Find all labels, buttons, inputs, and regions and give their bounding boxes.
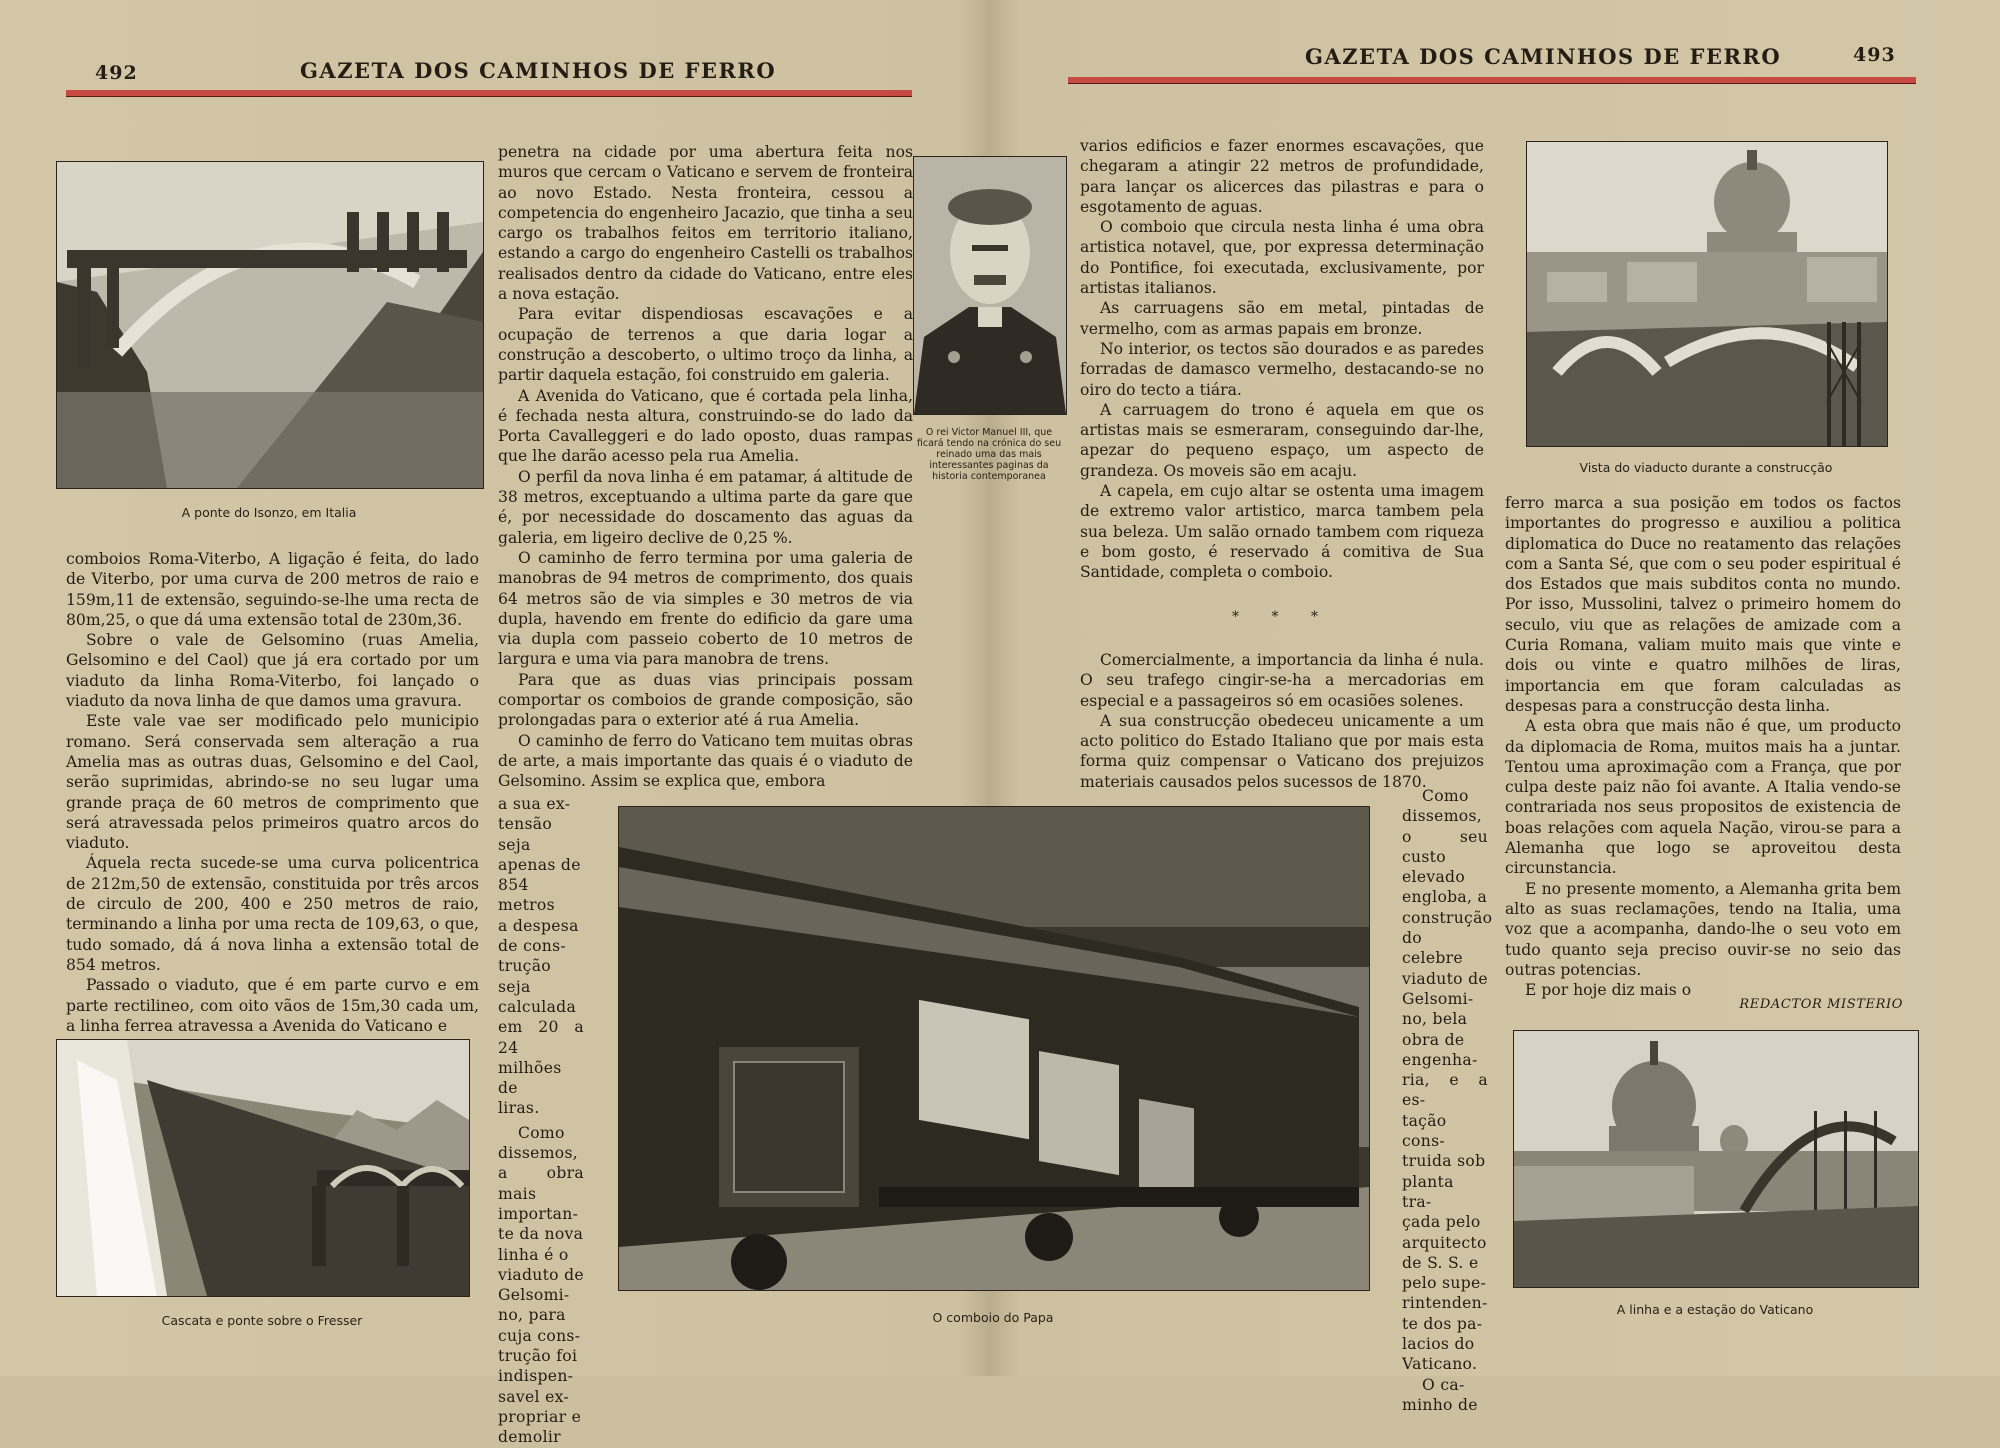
col2-paragraph: O caminho de ferro do Vaticano tem muitas obras de arte, a mais importante das quais é o viaduto de Gelsomino. Assim se explica que, embora [498,731,913,791]
section-stars: * * * [1232,609,1332,625]
narrow-line: importan- [498,1204,579,1223]
col2-paragraph: penetra na cidade por uma abertura feita nos muros que cercam o Vaticano e servem de fronteira ao novo Estado. Nesta fronteira, cessou a competencia do engenheiro Jacazio, que tinha a seu cargo os trabalhos feitos em territorio italiano, estando a cargo do engenheiro Castelli os trabalhos realisados dentro da cidade do Vaticano, entre eles a nova estação. [498,143,913,304]
narrow-line: savel ex- [498,1387,569,1406]
narrow-line: apenas de [498,855,581,874]
narrow-line: dissemos, [498,1144,579,1163]
column-2-narrow [498,794,584,1448]
caption-fresser: Cascata e ponte sobre o Fresser [161,1313,363,1328]
narrow-line: de S. S. e [1402,1253,1479,1272]
narrow-line: Gelsomi- [1402,989,1474,1008]
col2-paragraph: O perfil da nova linha é em patamar, á altitude de 38 metros, exceptuando a ultima parte da gare que é, por necessidade do doscamento das aguas da galeria, em ligeiro declive de 0,25 %. [498,467,913,547]
photo-viaduct-construction [1526,141,1888,447]
narrow-line: lacios do [1402,1335,1475,1354]
caption-isonzo: A ponte do Isonzo, em Italia [181,505,357,520]
column-3 [1080,136,1484,583]
narrow-line: elevado [1402,868,1466,887]
col1-paragraph: Passado o viaduto, que é em parte curvo e em parte rectilineo, com oito vãos de 15m,30 cada um, a linha ferrea atravessa a Avenida do Vaticano e [66,976,479,1035]
narrow-line: a despesa [498,916,579,935]
narrow-line: linha é o [498,1245,569,1264]
column-4 [1505,493,1901,1000]
col1-paragraph: comboios Roma-Viterbo, A ligação é feita, do lado de Viterbo, por uma curva de 200 metros de raio e 159m,11 de extensão, seguindo-se-lhe uma recta de 80m,25, o que dá uma extensão total de 230m,36. [66,550,479,629]
col2-paragraph: Para evitar dispendiosas escavações e a ocupação de terrenos a que daria logar a construção a descoberto, o ultimo troço da linha, a partir daquela estação, foi construido em galeria. [498,305,913,385]
column-1 [66,549,479,1036]
narrow-line: dissemos, [1402,807,1483,826]
author-signature: REDACTOR MISTERIO [1739,997,1903,1012]
narrow-line: calculada [498,997,577,1016]
narrow-line: 854 metros [498,876,555,915]
running-head-right: GAZETA DOS CAMINHOS DE FERRO [1305,44,1782,69]
narrow-line: cuja cons- [498,1326,581,1345]
column-2 [498,142,913,792]
narrow-line: indispen- [498,1367,574,1386]
col3b-paragraph: A sua construcção obedeceu unicamente a um acto politico do Estado Italiano que por mais esta forma quiz compensar o Vaticano dos prejuizos materiais causados pelos sucessos de 1870. [1080,711,1484,791]
narrow-line: em 20 a 24 [498,1018,584,1057]
narrow-line: rintenden- [1402,1294,1488,1313]
page-number-left: 492 [95,62,138,84]
narrow-line: a sua ex- [498,795,571,813]
caption-papal-train: O comboio do Papa [932,1310,1054,1325]
photo-papal-train [618,806,1370,1291]
col4-paragraph: ferro marca a sua posição em todos os factos importantes do progresso e auxiliou a politica diplomatica do Duce no reatamento das relações com a Santa Sé, que com o seu poder espiritual é dos Estados que mais subditos conta no mundo. Por isso, Mussolini, talvez o primeiro homem do seculo, viu que as relações de amizade com a Curia Romana, valiam muito mais que vinte e dois ou vinte e quatro milhões de liras, importancia em que foram calculadas as despesas para a construcção desta linha. [1505,494,1901,715]
narrow-line: pelo supe- [1402,1274,1487,1293]
narrow-line: liras. [498,1099,540,1118]
caption-king: O rei Victor Manuel III, que ficará tendo na crónica do seu reinado uma das mais interessantes paginas da historia contemporanea [916,427,1062,482]
narrow-line: Como [1422,787,1469,805]
narrow-line: truida sob [1402,1152,1486,1171]
photo-king-portrait [913,156,1067,415]
narrow-line: trução seja [498,957,551,996]
narrow-line: demolir [498,1428,561,1447]
col1-paragraph: Áquela recta sucede-se uma curva policentrica de 212m,50 de extensão, constituida por três arcos de circulo de 200, 400 e 250 metros de raio, terminando a linha por uma recta de 109,63, o que, tudo somado, dá á nova linha a extensão total de 854 metros. [66,854,479,974]
narrow-line: de cons- [498,937,567,956]
col4-paragraph: E no presente momento, a Alemanha grita bem alto as suas reclamações, tendo na Italia, uma voz que a acompanha, dando-lhe o seu voto em tudo quanto seja preciso ouvir-se no seio das outras potencias. [1505,879,1901,979]
col3-paragraph: A capela, em cujo altar se ostenta uma imagem de extremo valor artistico, marca tambem pela sua beleza. Um salão ornado tambem com riqueza e bom gosto, é reservado á comitiva de Sua Santidade, completa o comboio. [1080,482,1484,582]
narrow-line: viaduto de [1402,969,1488,988]
col3-paragraph: A carruagem do trono é aquela em que os artistas mais se esmeraram, conseguindo dar-lhe, apezar do pequeno espaço, um aspecto de grandeza. Os moveis são em acaju. [1080,400,1484,480]
narrow-line: no, bela [1402,1010,1468,1029]
narrow-line: engenha- [1402,1050,1478,1069]
narrow-line: no, para [498,1306,566,1325]
narrow-line: çada pelo [1402,1213,1481,1232]
narrow-line: te da nova [498,1225,584,1244]
col1-paragraph: Este vale vae ser modificado pelo municipio romano. Será conservada sem alteração a rua Amelia mas as outras duas, Gelsomino e del Caol, serão suprimidas, abrindo-se no seu lugar uma grande praça de 60 metros de comprimento que será atravessada pelos primeiros quatro arcos do viaduto. [66,712,479,853]
narrow-line: trução foi [498,1347,578,1366]
running-head-left: GAZETA DOS CAMINHOS DE FERRO [300,58,777,83]
col3b-paragraph: Comercialmente, a importancia da linha é nula. O seu trafego cingir-se-ha a mercadorias em especial e a passageiros só em ocasiões solenes. [1080,651,1484,710]
header-rule-left [66,90,912,97]
photo-vatican-station [1513,1030,1919,1288]
narrow-line: O ca- [1422,1375,1465,1394]
narrow-line: te dos pa- [1402,1314,1483,1333]
col3-paragraph: varios edificios e fazer enormes escavações, que chegaram a atingir 22 metros de profundidade, para lançar os alicerces das pilastras e para o esgotamento de aguas. [1080,137,1484,216]
narrow-line: viaduto de [498,1265,584,1284]
narrow-line: tação cons- [1402,1111,1447,1151]
col2-paragraph: A Avenida do Vaticano, que é cortada pela linha, é fechada nesta altura, construindo-se do lado da Porta Cavalleggeri e do lado oposto, duas rampas que lhe darão acesso pela rua Amelia. [498,386,913,466]
narrow-line: planta tra- [1402,1172,1454,1211]
column-3b [1080,650,1484,792]
header-rule-right [1068,77,1916,84]
narrow-line: arquitecto [1402,1233,1487,1252]
col4-paragraph: A esta obra que mais não é que, um producto da diplomacia de Roma, muitos mais ha a juntar. Tentou uma aproximação com a França, que por culpa deste paiz não foi avante. A Italia vendo-se contrariada nos seus propositos de existencia de boas relações com aquela Nação, virou-se para a Alemanha que logo se aproveitou desta circunstancia. [1505,717,1901,878]
narrow-line: Gelsomi- [498,1286,570,1305]
narrow-line: engloba, a [1402,888,1488,907]
narrow-line: a obra mais [498,1164,584,1203]
column-3-narrow [1402,786,1493,1415]
col4-paragraph: E por hoje diz mais o [1525,981,1692,1000]
narrow-line: tensão seja [498,815,553,854]
narrow-line: Vaticano. [1402,1355,1478,1374]
photo-fresser-waterfall [56,1039,470,1297]
narrow-line: Como [518,1123,565,1142]
col2-paragraph: Para que as duas vias principais possam comportar os comboios de grande composição, são prolongadas para o exterior até á rua Amelia. [498,670,913,730]
caption-vatican-station: A linha e a estação do Vaticano [1616,1302,1814,1317]
narrow-line: minho de [1402,1395,1478,1414]
narrow-line: construção [1402,908,1493,927]
narrow-line: propriar e [498,1407,582,1426]
page-number-right: 493 [1853,44,1896,66]
col2-paragraph: O caminho de ferro termina por uma galeria de manobras de 94 metros de comprimento, dos quais 64 metros são de via simples e 30 metros de via dupla, havendo em frente do edificio da gare uma via dupla com passeio coberto de 10 metros de largura e uma via para manobra de trens. [498,548,913,669]
narrow-line: do celebre [1402,929,1463,968]
col1-paragraph: Sobre o vale de Gelsomino (ruas Amelia, Gelsomino e del Caol) que já era cortado por um viaduto da linha Roma-Viterbo, foi lançado o viaduto da nova linha de que damos uma gravura. [66,631,479,711]
photo-isonzo-bridge [56,161,484,489]
narrow-line: obra de [1402,1030,1465,1049]
narrow-line: o seu custo [1402,827,1488,866]
caption-viaduct: Vista do viaducto durante a construcção [1579,460,1833,475]
col3-paragraph: O comboio que circula nesta linha é uma obra artistica notavel, que, por expressa determinação do Pontifice, foi executada, exclusivamente, por artistas italianos. [1080,218,1484,298]
narrow-line: milhões de [498,1058,562,1098]
col3-paragraph: As carruagens são em metal, pintadas de vermelho, com as armas papais em bronze. [1080,299,1484,338]
col3-paragraph: No interior, os tectos são dourados e as paredes forradas de damasco vermelho, destacando-se no oiro do tecto a tiára. [1080,339,1484,399]
narrow-line: ria, e a es- [1402,1071,1488,1110]
